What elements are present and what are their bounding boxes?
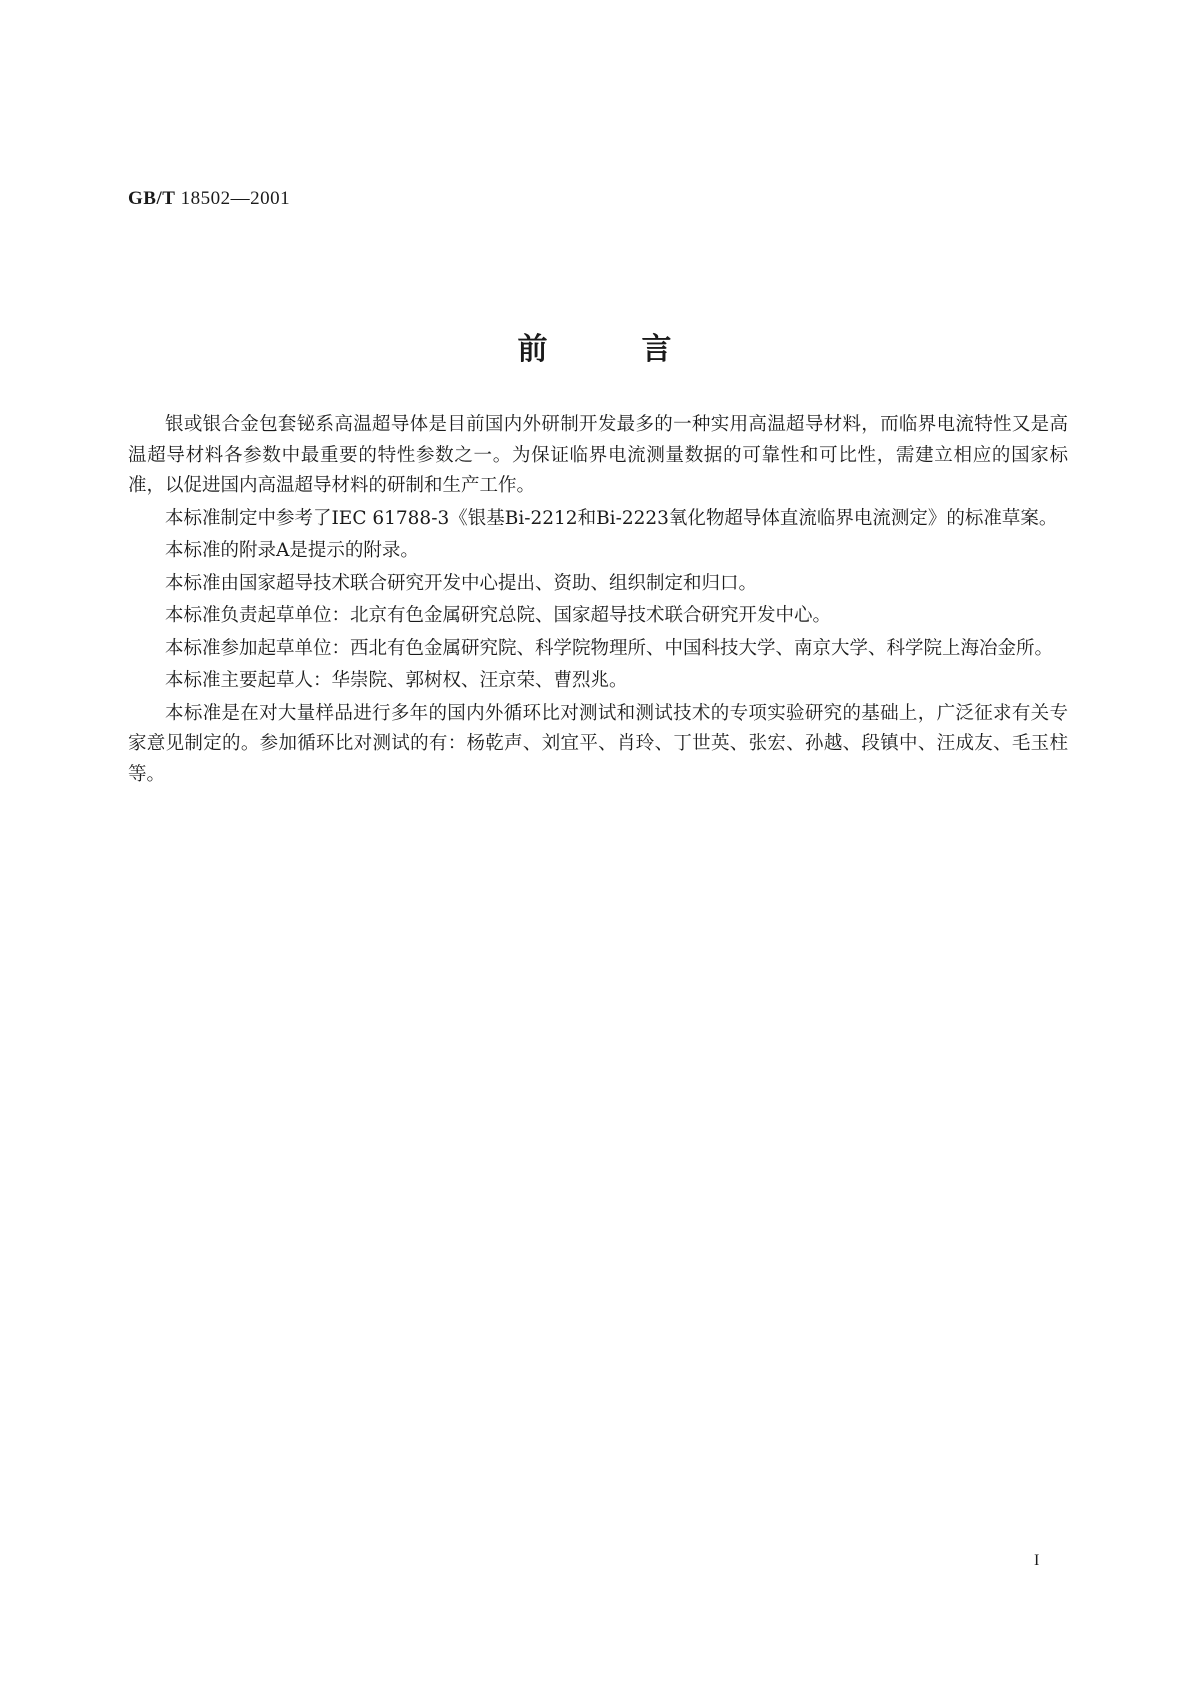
standard-prefix: GB/T — [128, 188, 176, 209]
paragraph-round-robin: 本标准是在对大量样品进行多年的国内外循环比对测试和测试技术的专项实验研究的基础上，广泛征求有关专家意见制定的。参加循环比对测试的有：杨乾声、刘宜平、肖玲、丁世英、张宏、孙越、段镇中、汪成友、毛玉柱等。 — [128, 702, 1068, 785]
page-number: I — [1034, 1552, 1040, 1569]
title-char-1: 前 — [517, 332, 550, 367]
paragraph-participating-units: 本标准参加起草单位：西北有色金属研究院、科学院物理所、中国科技大学、南京大学、科学院上海冶金所。 — [165, 637, 1054, 659]
paragraph-appendix: 本标准的附录A是提示的附录。 — [165, 540, 419, 561]
page-title — [0, 324, 1191, 368]
paragraph-responsible-unit: 本标准负责起草单位：北京有色金属研究总院、国家超导技术联合研究开发中心。 — [165, 605, 832, 626]
standard-number: 18502—2001 — [180, 188, 291, 209]
paragraph-proposer: 本标准由国家超导技术联合研究开发中心提出、资助、组织制定和归口。 — [165, 572, 758, 594]
foreword-body — [128, 410, 1068, 792]
title-char-2: 言 — [641, 332, 674, 367]
paragraph-background: 银或银合金包套铋系高温超导体是目前国内外研制开发最多的一种实用高温超导材料，而临界电流特性又是高温超导材料各参数中最重要的特性参数之一。为保证临界电流测量数据的可靠性和可比性，需建立相应的国家标准，以促进国内高温超导材料的研制和生产工作。 — [128, 414, 1068, 496]
paragraph-drafters: 本标准主要起草人：华崇院、郭树权、汪京荣、曹烈兆。 — [165, 670, 628, 691]
paragraph-reference: 本标准制定中参考了IEC 61788-3《银基Bi-2212和Bi-2223氧化物超导体直流临界电流测定》的标准草案。 — [165, 507, 1058, 529]
standard-code — [128, 188, 290, 210]
